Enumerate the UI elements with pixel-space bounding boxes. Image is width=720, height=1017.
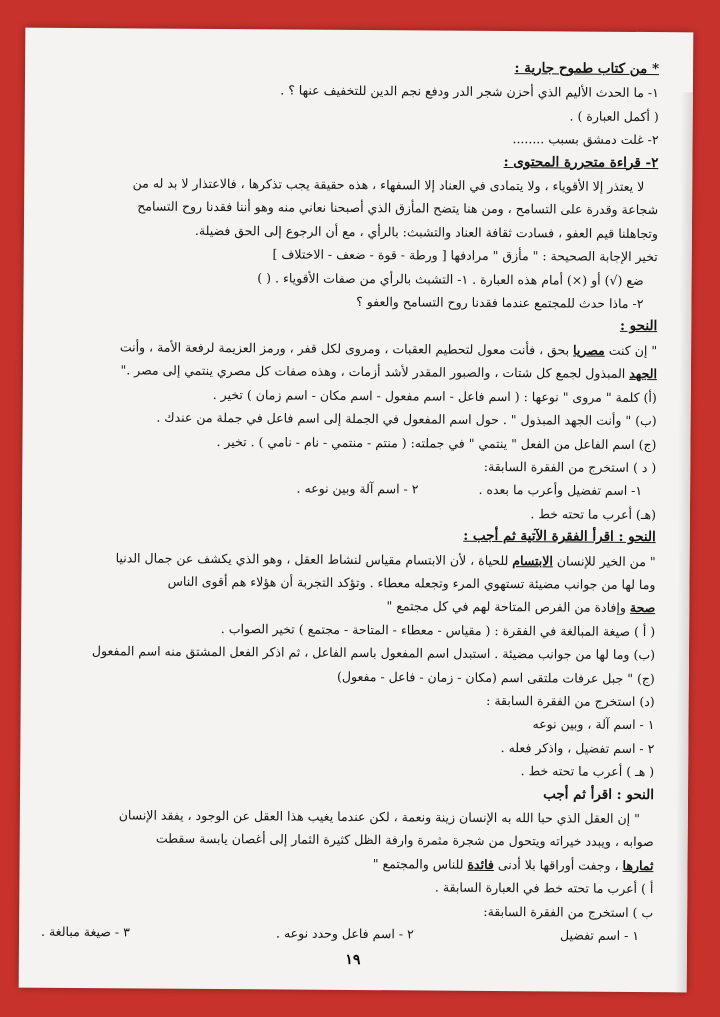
underlined-word: مصريا xyxy=(573,342,605,358)
passage-line: صحة وإفادة من الفرص المتاحة لهم في كل مجتمع " xyxy=(386,598,656,616)
section-heading-grammar-3: النحو : اقرأ ثم أجب xyxy=(543,785,655,803)
question-line: (ب) وما لها من جوانب مضيئة . استبدل اسم المفعول باسم الفاعل ، ثم اذكر الفعل المشتق منه اسم المفعول xyxy=(91,643,656,663)
sub-question-row: ١ - اسم تفضيل ٢ - اسم فاعل وحدد نوعه . ٣ - صيغة مبالغة . xyxy=(41,923,640,944)
question-line: ١- ما الحدث الأليم الذي أحزن شجر الدر ودفع نجم الدين للتخفيف عنها ؟ . xyxy=(280,82,659,101)
passage-line: " إن العقل الذي حبا الله به الإنسان زينة ونعمة ، لكن عندما يغيب هذا العقل عن الوجود ، يفقد الإنسان xyxy=(118,807,640,826)
question-line: تخير الإجابة الصحيحة : " مأزق " مرادفها [ ورطة - قوة - ضعف - الاختلاف ] xyxy=(272,246,658,265)
sub-question-line: ١ - اسم آلة ، وبين نوعه xyxy=(532,716,655,733)
underlined-word: فائدة xyxy=(467,856,494,872)
question-line: (د) استخرج من الفقرة السابقة : xyxy=(486,692,655,710)
passage-line: " إن كنت مصريا بحق ، فأنت معول لتحطيم العقبات ، ومروى لكل قفر ، ورمز العزيمة لرفعة الأمة ، وأنت xyxy=(119,339,658,358)
page-edge-shadow xyxy=(675,92,693,992)
underlined-word: ثمارها xyxy=(622,857,654,873)
worksheet-page xyxy=(19,28,694,993)
passage-line: وما لها من جوانب مضيئة تستهوي المرء وتجعله معطاء . وتؤكد التجربة أن هؤلاء هم أقوى الناس xyxy=(167,573,656,593)
question-line: ( هـ ) أعرب ما تحته خط . xyxy=(520,763,655,780)
passage-line: ثمارها ، وجفت أوراقها بلا أدنى فائدة للناس والمجتمع " xyxy=(372,855,654,873)
question-line: ب ) استخرج من الفقرة السابقة: xyxy=(483,903,654,920)
question-line: (هـ) أعرب ما تحته خط . xyxy=(530,505,657,522)
question-line: (ب) " وأنت الجهد المبذول " . حول اسم المفعول في الجملة إلى اسم فاعل في جملة من عندك . xyxy=(156,409,657,429)
question-line: ٢- ماذا حدث للمجتمع عندما فقدنا روح التسامح والعفو ؟ xyxy=(356,294,644,312)
question-line: ضع (√) أو (×) أمام هذه العبارة . ١- التشبث بالرأي من صفات الأقوياء . ( ) xyxy=(257,269,644,288)
section-heading-grammar-1: النحو : xyxy=(619,318,658,335)
question-line: ٢- غلت دمشق بسبب ........ xyxy=(512,131,659,148)
sub-question-line: ٢ - اسم تفضيل ، واذكر فعله . xyxy=(500,739,655,756)
question-line: (ج) " جبل عرفات ملتقى اسم (مكان - زمان - فاعل - مفعول) xyxy=(337,668,655,686)
question-line: ( د ) استخرج من الفقرة السابقة: xyxy=(483,458,657,476)
passage-line: الجهد المبذول لجمع كل شتات ، والصبور المقدر لأشد أزمات ، وهذه صفات كل مصري ينتمي إلى مصر ." xyxy=(120,362,658,382)
page-number: ١٩ xyxy=(345,951,361,969)
question-line: (ج) اسم الفاعل من الفعل " ينتمي " في جملته: ( منتم - منتمي - نام - نامي ) . تخير . xyxy=(216,433,657,452)
passage-line: " من الخير للإنسان الابتسام للحياة ، لأن الابتسام مقياس لنشاط العقل ، وهو الذي يكشف عن جمال الدنيا xyxy=(115,549,656,569)
question-line: (أ) كلمة " مروى " نوعها : ( اسم فاعل - اسم مفعول - اسم مكان - اسم زمان ) تخير . xyxy=(212,386,657,405)
underlined-word: الابتسام xyxy=(512,552,553,568)
section-heading-reading: ٢- قراءة متحررة المحتوى : xyxy=(503,153,659,171)
question-line: أ ) أعرب ما تحته خط في العبارة السابقة . xyxy=(434,879,654,897)
section-heading-grammar-2: النحو : اقرأ الفقرة الآتية ثم أجب : xyxy=(463,527,656,546)
question-line: ( أكمل العبارة ) . xyxy=(569,108,659,124)
passage-line: لا يعتذر إلا الأقوياء ، ولا يتمادى في العناد إلا السفهاء ، هذه حقيقة يجب تذكرها ، فالاعتذار لا بد له من xyxy=(132,175,645,195)
question-line: ( أ ) صيغة المبالغة في الفقرة : ( مقياس - معطاء - المتاحة - مجتمع ) تخير الصواب . xyxy=(220,620,656,639)
passage-line: وتجاهلنا قيم العفو ، فسادت ثقافة العناد والتشبث: بالرأي ، مع أن الرجوع إلى الحق فضيلة. xyxy=(194,222,658,241)
page-content xyxy=(41,54,659,948)
underlined-word: الجهد xyxy=(629,366,658,382)
passage-line: صوابه ، ويبدد خيراته ويتحول من شجرة مثمرة وارفة الظل كثيرة الثمار إلى أغصان يابسة سقطت xyxy=(155,831,654,850)
underlined-word: صحة xyxy=(629,600,656,616)
section-heading-novel: * من كتاب طموح جارية : xyxy=(514,60,660,78)
sub-question-row: ١- اسم تفضيل وأعرب ما بعده . ٢ - اسم آلة وبين نوعه . xyxy=(296,480,643,499)
passage-line: شجاعة وقدرة على التسامح ، ومن هنا يتضح المأزق الذي أصبحنا نعاني منه وهو أننا فقدنا روح التسامح xyxy=(137,198,659,218)
